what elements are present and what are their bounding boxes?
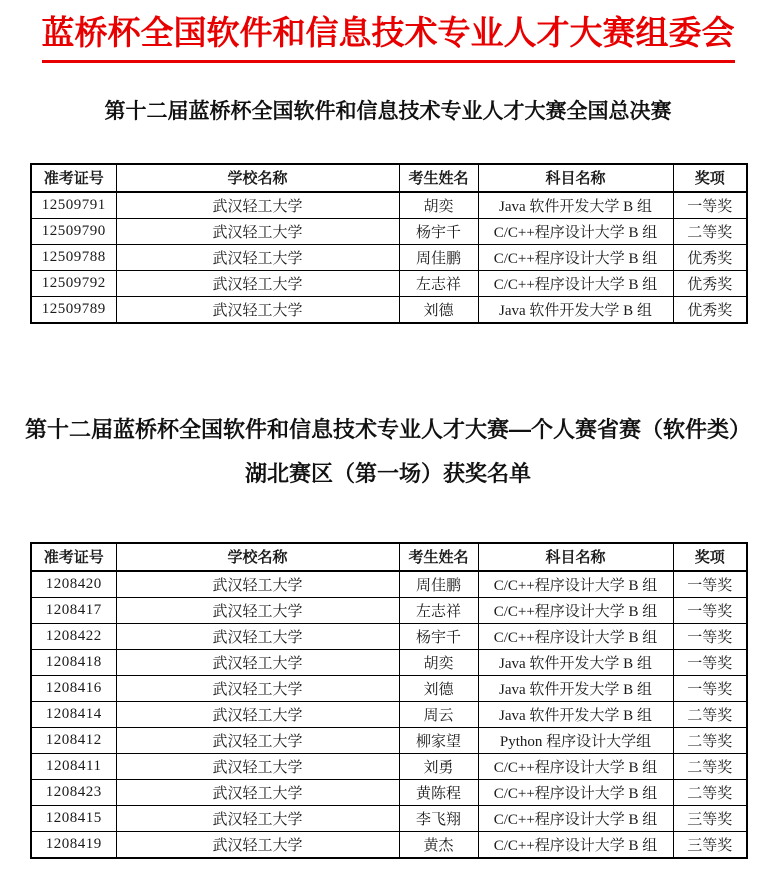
table-cell: 刘德 — [399, 296, 478, 323]
table-row — [31, 270, 747, 296]
table-row — [31, 623, 747, 649]
table-cell: 李飞翔 — [399, 805, 478, 831]
table-cell: 1208422 — [31, 623, 116, 649]
table-cell: Java 软件开发大学 B 组 — [478, 701, 673, 727]
table-cell: 1208416 — [31, 675, 116, 701]
table-cell: C/C++程序设计大学 B 组 — [478, 831, 673, 858]
column-header: 科目名称 — [478, 164, 673, 192]
column-header: 准考证号 — [31, 543, 116, 571]
table-header-row — [31, 164, 747, 192]
finals-section-title: 第十二届蓝桥杯全国软件和信息技术专业人才大赛全国总决赛 — [104, 99, 672, 123]
table-row — [31, 649, 747, 675]
table-cell: 12509791 — [31, 192, 116, 219]
table-cell: Java 软件开发大学 B 组 — [478, 296, 673, 323]
table-cell: 二等奖 — [673, 727, 747, 753]
column-header: 学校名称 — [116, 164, 399, 192]
table-cell: 武汉轻工大学 — [116, 623, 399, 649]
table-row — [31, 218, 747, 244]
finals-award-table — [30, 163, 748, 324]
table-cell: 左志祥 — [399, 597, 478, 623]
table-cell: 1208412 — [31, 727, 116, 753]
table-cell: 周佳鹏 — [399, 244, 478, 270]
table-row — [31, 675, 747, 701]
table-cell: Java 软件开发大学 B 组 — [478, 675, 673, 701]
table-cell: C/C++程序设计大学 B 组 — [478, 244, 673, 270]
table-cell: 一等奖 — [673, 649, 747, 675]
table-cell: C/C++程序设计大学 B 组 — [478, 623, 673, 649]
table-cell: 武汉轻工大学 — [116, 597, 399, 623]
table-cell: 杨宇千 — [399, 623, 478, 649]
provincial-title-wrap — [0, 408, 776, 496]
table-cell: 三等奖 — [673, 805, 747, 831]
table-cell: 黄陈程 — [399, 779, 478, 805]
table-cell: 黄杰 — [399, 831, 478, 858]
column-header: 考生姓名 — [399, 543, 478, 571]
provincial-section-title-line1: 第十二届蓝桥杯全国软件和信息技术专业人才大赛—个人赛省赛（软件类） — [24, 416, 751, 442]
table-cell: 12509792 — [31, 270, 116, 296]
table-cell: Java 软件开发大学 B 组 — [478, 192, 673, 219]
table-cell: 周佳鹏 — [399, 571, 478, 598]
column-header: 准考证号 — [31, 164, 116, 192]
table-cell: 一等奖 — [673, 192, 747, 219]
table-cell: 二等奖 — [673, 701, 747, 727]
table-cell: 武汉轻工大学 — [116, 270, 399, 296]
table-cell: 1208418 — [31, 649, 116, 675]
table-cell: 左志祥 — [399, 270, 478, 296]
provincial-section-title-line2: 湖北赛区（第一场）获奖名单 — [244, 460, 531, 486]
table-cell: 武汉轻工大学 — [116, 805, 399, 831]
table-cell: 1208423 — [31, 779, 116, 805]
table-cell: 武汉轻工大学 — [116, 296, 399, 323]
provincial-award-table — [30, 542, 748, 859]
table-cell: C/C++程序设计大学 B 组 — [478, 270, 673, 296]
column-header: 科目名称 — [478, 543, 673, 571]
table-cell: C/C++程序设计大学 B 组 — [478, 218, 673, 244]
table-cell: 一等奖 — [673, 571, 747, 598]
table-cell: 优秀奖 — [673, 244, 747, 270]
table-cell: 12509788 — [31, 244, 116, 270]
column-header: 奖项 — [673, 543, 747, 571]
column-header: 考生姓名 — [399, 164, 478, 192]
provincial-table-body — [31, 571, 747, 858]
finals-title-wrap — [0, 95, 776, 125]
table-cell: 武汉轻工大学 — [116, 675, 399, 701]
table-cell: 刘德 — [399, 675, 478, 701]
table-row — [31, 192, 747, 219]
table-row — [31, 779, 747, 805]
table-cell: 1208411 — [31, 753, 116, 779]
table-row — [31, 296, 747, 323]
table-cell: C/C++程序设计大学 B 组 — [478, 571, 673, 598]
table-cell: 一等奖 — [673, 623, 747, 649]
table-row — [31, 571, 747, 598]
table-cell: 武汉轻工大学 — [116, 831, 399, 858]
table-cell: 1208419 — [31, 831, 116, 858]
table-cell: 二等奖 — [673, 779, 747, 805]
org-title-wrap — [0, 0, 776, 63]
table-row — [31, 753, 747, 779]
table-cell: Java 软件开发大学 B 组 — [478, 649, 673, 675]
finals-table-body — [31, 192, 747, 323]
table-cell: 12509790 — [31, 218, 116, 244]
column-header: 学校名称 — [116, 543, 399, 571]
table-cell: 一等奖 — [673, 597, 747, 623]
table-cell: 武汉轻工大学 — [116, 753, 399, 779]
table-cell: 优秀奖 — [673, 296, 747, 323]
table-cell: 武汉轻工大学 — [116, 727, 399, 753]
table-cell: 武汉轻工大学 — [116, 779, 399, 805]
table-cell: 武汉轻工大学 — [116, 244, 399, 270]
column-header: 奖项 — [673, 164, 747, 192]
table-row — [31, 244, 747, 270]
table-cell: 柳家望 — [399, 727, 478, 753]
table-cell: 武汉轻工大学 — [116, 701, 399, 727]
table-header-row — [31, 543, 747, 571]
table-cell: 二等奖 — [673, 753, 747, 779]
table-cell: C/C++程序设计大学 B 组 — [478, 597, 673, 623]
table-row — [31, 597, 747, 623]
table-cell: 三等奖 — [673, 831, 747, 858]
table-cell: 杨宇千 — [399, 218, 478, 244]
table-cell: C/C++程序设计大学 B 组 — [478, 753, 673, 779]
table-cell: 1208420 — [31, 571, 116, 598]
table-row — [31, 805, 747, 831]
table-cell: 二等奖 — [673, 218, 747, 244]
table-cell: 胡奕 — [399, 192, 478, 219]
table-cell: 1208417 — [31, 597, 116, 623]
table-cell: C/C++程序设计大学 B 组 — [478, 779, 673, 805]
table-cell: 武汉轻工大学 — [116, 649, 399, 675]
table-cell: 胡奕 — [399, 649, 478, 675]
table-row — [31, 701, 747, 727]
table-cell: 周云 — [399, 701, 478, 727]
table-cell: 一等奖 — [673, 675, 747, 701]
table-cell: 优秀奖 — [673, 270, 747, 296]
table-cell: 武汉轻工大学 — [116, 571, 399, 598]
table-cell: 武汉轻工大学 — [116, 218, 399, 244]
table-cell: 1208415 — [31, 805, 116, 831]
table-cell: Python 程序设计大学组 — [478, 727, 673, 753]
organization-title: 蓝桥杯全国软件和信息技术专业人才大赛组委会 — [42, 16, 735, 63]
table-cell: 12509789 — [31, 296, 116, 323]
table-cell: 刘勇 — [399, 753, 478, 779]
table-cell: 武汉轻工大学 — [116, 192, 399, 219]
table-row — [31, 727, 747, 753]
table-row — [31, 831, 747, 858]
table-cell: 1208414 — [31, 701, 116, 727]
table-cell: C/C++程序设计大学 B 组 — [478, 805, 673, 831]
